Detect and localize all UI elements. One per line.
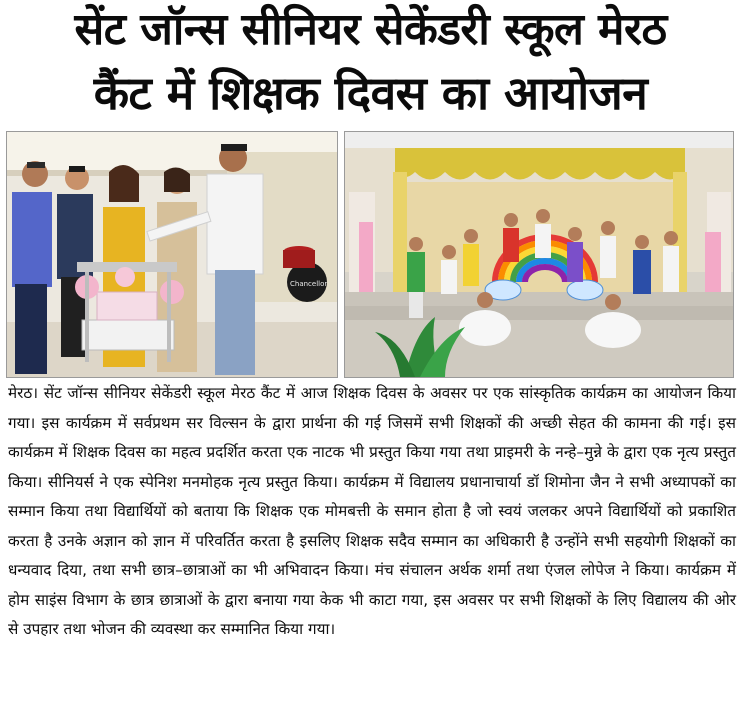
article-body-text: मेरठ। सेंट जॉन्स सीनियर सेकेंडरी स्कूल मेरठ कैंट में आज शिक्षक दिवस के अवसर पर एक सांस्कृतिक कार्यक्रम का आयोजन किया गया। इस कार्यक्रम में सर्वप्रथम सर विल्सन के द्वारा प्रार्थना की गई जिसमें सभी शिक्षकों की अच्छी सेहत की कामना की गई। इस कार्यक्रम में शिक्षक दिवस का महत्व प्रदर्शित करता एक नाटक भी प्रस्तुत किया गया तथा प्राइमरी के नन्हे–मुन्ने के द्वारा एक नृत्य प्रस्तुत किया। सीनियर्स ने एक स्पेनिश मनमोहक नृत्य प्रस्तुत किया। कार्यक्रम में विद्यालय प्रधानाचार्या डॉ शिमोना जैन ने सभी अध्यापकों का सम्मान किया तथा विद्यार्थियों को बताया कि शिक्षक एक मोमबत्ती के समान होता है जो स्वयं जलकर अपने विद्यार्थियों को प्रकाशित करता है उनके अज्ञान को ज्ञान में परिवर्तित करता है इसलिए शिक्षक सदैव सम्मान का अधिकारी है उन्होंने सभी सहयोगी शिक्षकों का धन्यवाद दिया, तथा सभी छात्र–छात्राओं का भी अभिवादन किया। मंच संचालन अर्थक शर्मा तथा एंजल लोपेज ने किया। कार्यक्रम में होम साइंस विभाग के छात्र छात्राओं के द्वारा बनाया गया केक भी काटा गया, इस अवसर पर सभी शिक्षकों के लिए विद्यालय की ओर से उपहार तथा भोजन की व्यवस्था कर सम्मानित किया गया। bbox=[8, 384, 737, 638]
drum-label: Chancellor bbox=[290, 280, 328, 288]
photo-stage-dance bbox=[344, 131, 734, 378]
headline-line-2: कैंट में शिक्षक दिवस का आयोजन bbox=[93, 66, 648, 120]
headline-line-1: सेंट जॉन्स सीनियर सेकेंडरी स्कूल मेरठ bbox=[74, 4, 667, 55]
person-blue-shirt bbox=[12, 161, 52, 374]
article-body bbox=[8, 379, 736, 645]
photo-cake-cutting bbox=[6, 131, 338, 378]
